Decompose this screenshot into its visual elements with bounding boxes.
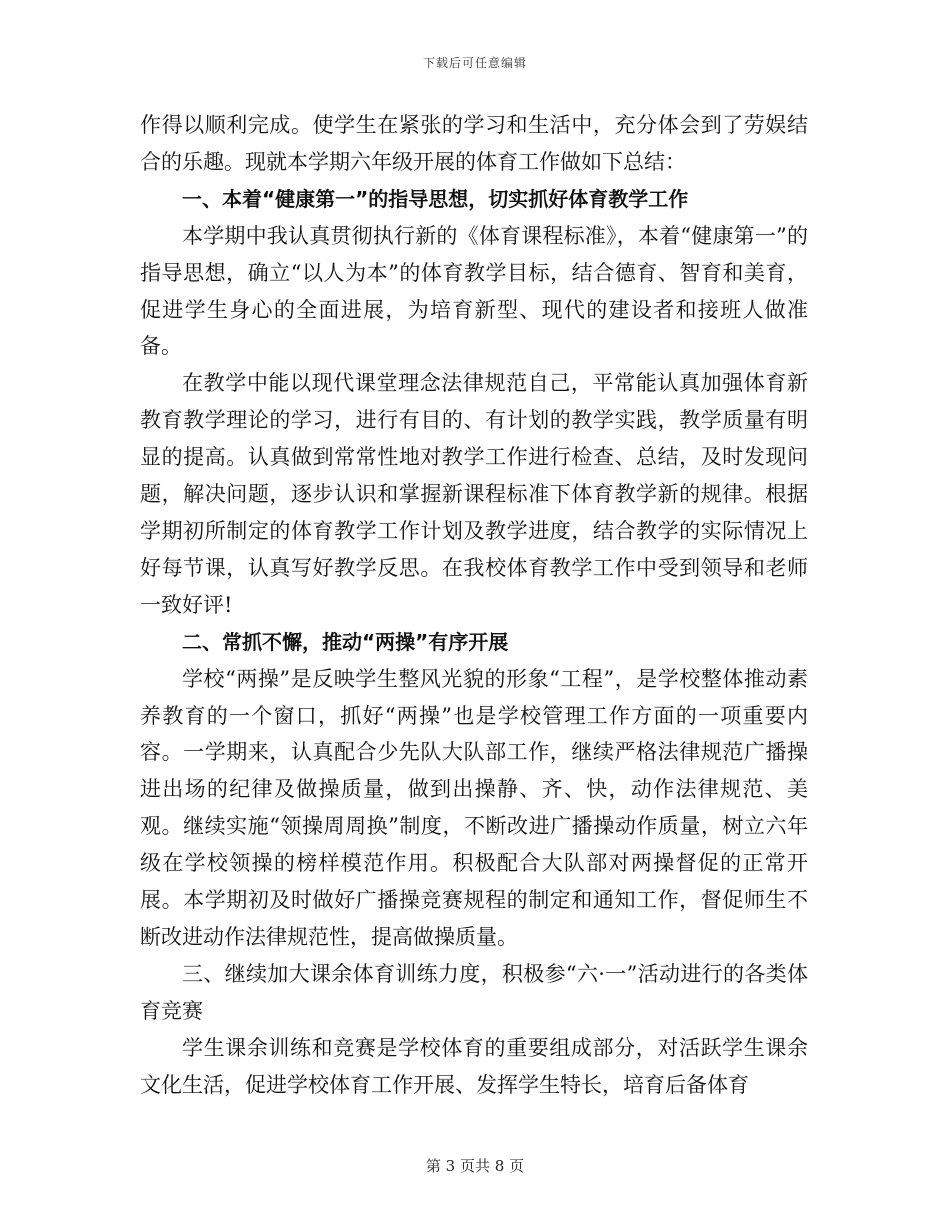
page-footer: 第 3 页共 8 页 [425,1157,525,1175]
section-heading-2: 二、常抓不懈，推动“两操”有序开展 [182,629,509,654]
paragraph-intro: 作得以顺利完成。使学生在紧张的学习和生活中，充分体会到了劳娱结合的乐趣。现就本学期六年级开展的体育工作做如下总结： [140,113,808,174]
section-heading-1: 一、本着“健康第一”的指导思想，切实抓好体育教学工作 [182,186,689,211]
paragraph-training: 学生课余训练和竞赛是学校体育的重要组成部分，对活跃学生课余文化生活，促进学校体育工作开展、发挥学生特长，培育后备体育 [140,1035,808,1097]
paragraph-teaching: 在教学中能以现代课堂理念法律规范自己，平常能认真加强体育新教育教学理论的学习，进行有目的、有计划的教学实践，教学质量有明显的提高。认真做到常常性地对教学工作进行检查、总结，及时发现问题，解决问题，逐步认识和掌握新课程标准下体育教学新的规律。根据学期初所制定的体育教学工作计划及教学进度，结合教学的实际情况上好每节课，认真写好教学反思。在我校体育教学工作中受到领导和老师一致好评! [140,371,808,617]
paragraph-exercises: 学校“两操”是反映学生整风光貌的形象“工程”，是学校整体推动素养教育的一个窗口，抓好“两操”也是学校管理工作方面的一项重要内容。一学期来，认真配合少先队大队部工作，继续严格法律规范广播操进出场的纪律及做操质量，做到出操静、齐、快，动作法律规范、美观。继续实施“领操周周换”制度，不断改进广播操动作质量，树立六年级在学校领操的榜样模范作用。积极配合大队部对两操督促的正常开展。本学期初及时做好广播操竞赛规程的制定和通知工作，督促师生不断改进动作法律规范性，提高做操质量。 [140,666,808,949]
page-header: 下载后可任意编辑 [422,56,527,70]
document-body [140,107,808,1103]
section-heading-3: 三、继续加大课余体育训练力度，积极参“六·一”活动进行的各类体育竞赛 [140,961,808,1023]
paragraph-curriculum: 本学期中我认真贯彻执行新的《体育课程标准》，本着“健康第一”的指导思想，确立“以人为本”的体育教学目标，结合德育、智育和美育，促进学生身心的全面进展，为培育新型、现代的建设者和接班人做准备。 [140,223,808,359]
